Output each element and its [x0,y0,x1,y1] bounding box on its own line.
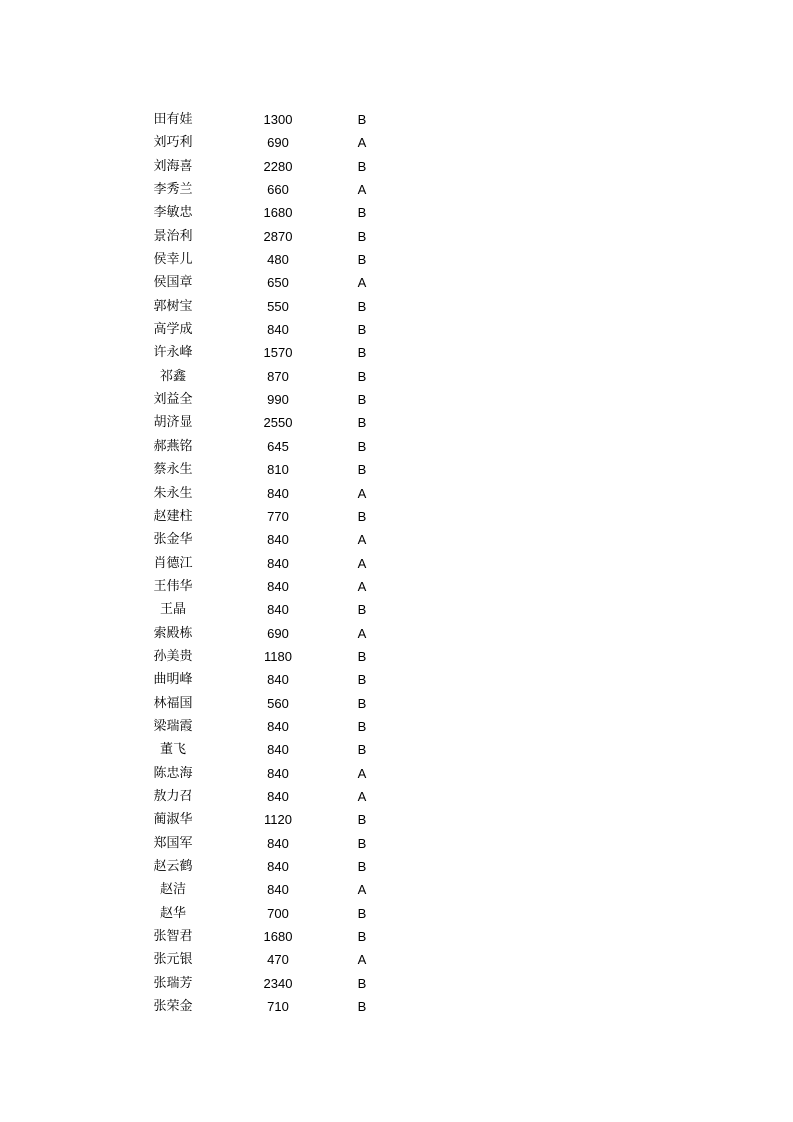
amount-cell: 840 [267,602,289,618]
grade-cell: B [357,975,367,991]
name-cell: 赵华 [159,905,186,921]
grade-cell: B [357,438,367,454]
name-cell: 朱永生 [153,485,193,501]
name-cell: 陈忠海 [153,765,193,781]
grade-cell: B [357,695,367,711]
grade-cell: B [357,835,367,851]
amount-cell: 810 [267,462,289,478]
name-cell: 蔡永生 [153,462,193,478]
table-row [0,948,793,971]
table-row [0,762,793,785]
grade-cell: B [357,112,367,127]
amount-cell: 840 [267,835,289,851]
amount-cell: 840 [267,765,289,781]
grade-cell: B [357,718,367,734]
name-cell: 刘巧利 [153,135,193,151]
amount-cell: 2550 [263,415,293,431]
data-table [0,108,793,1018]
grade-cell: A [357,532,367,548]
table-row [0,785,793,808]
table-row [0,295,793,318]
grade-cell: A [357,275,367,291]
table-row [0,155,793,178]
table-row [0,575,793,598]
name-cell: 索殿栋 [153,625,193,641]
grade-cell: A [357,765,367,781]
grade-cell: B [357,228,367,244]
grade-cell: B [357,462,367,478]
amount-cell: 990 [267,392,289,408]
name-cell: 蔺淑华 [153,812,193,828]
grade-cell: B [357,252,367,268]
amount-cell: 840 [267,322,289,338]
name-cell: 王晶 [159,602,186,618]
amount-cell: 870 [267,368,289,384]
grade-cell: B [357,929,367,945]
table-row [0,365,793,388]
grade-cell: B [357,999,367,1015]
table-row [0,458,793,481]
table-row [0,271,793,294]
amount-cell: 1120 [264,812,292,828]
amount-cell: 1180 [264,648,292,664]
amount-cell: 2340 [263,975,293,991]
amount-cell: 1570 [263,345,293,361]
amount-cell: 690 [267,135,289,151]
table-row [0,855,793,878]
amount-cell: 840 [267,718,289,734]
table-row [0,341,793,364]
grade-cell: B [357,508,367,524]
amount-cell: 700 [267,905,289,921]
amount-cell: 840 [267,578,289,594]
table-row [0,482,793,505]
name-cell: 景治利 [153,228,193,244]
grade-cell: B [357,298,367,314]
name-cell: 张金华 [153,532,193,548]
name-cell: 赵建柱 [153,508,193,524]
amount-cell: 2870 [263,228,293,244]
table-row [0,178,793,201]
table-row [0,668,793,691]
amount-cell: 480 [267,252,289,268]
grade-cell: A [357,182,367,198]
table-row [0,995,793,1018]
grade-cell: B [357,205,367,221]
amount-cell: 645 [267,438,289,454]
amount-cell: 840 [267,788,289,804]
amount-cell: 1300 [263,112,293,127]
table-row [0,878,793,901]
table-row [0,972,793,995]
name-cell: 刘益全 [153,392,193,408]
grade-cell: B [357,345,367,361]
table-row [0,622,793,645]
grade-cell: A [357,952,367,968]
grade-cell: A [357,578,367,594]
table-row [0,692,793,715]
name-cell: 许永峰 [153,345,193,361]
grade-cell: B [357,415,367,431]
amount-cell: 660 [267,182,289,198]
table-row [0,598,793,621]
name-cell: 梁瑞霞 [153,718,193,734]
table-row [0,201,793,224]
name-cell: 郝燕铭 [153,438,193,454]
grade-cell: B [357,905,367,921]
name-cell: 侯国章 [153,275,193,291]
amount-cell: 2280 [263,158,293,174]
grade-cell: A [357,882,367,898]
table-row [0,832,793,855]
grade-cell: B [357,742,367,758]
amount-cell: 1680 [263,929,293,945]
grade-cell: B [357,812,367,828]
amount-cell: 650 [267,275,289,291]
table-row [0,808,793,831]
name-cell: 曲明峰 [153,672,193,688]
name-cell: 张元银 [153,952,193,968]
name-cell: 张智君 [153,929,193,945]
grade-cell: B [357,648,367,664]
name-cell: 李秀兰 [153,182,193,198]
name-cell: 王伟华 [153,578,193,594]
table-row [0,318,793,341]
grade-cell: B [357,859,367,874]
name-cell: 胡济显 [153,415,193,431]
amount-cell: 1680 [263,205,293,221]
name-cell: 敖力召 [153,788,193,804]
name-cell: 李敏忠 [153,205,193,221]
name-cell: 郑国军 [153,835,193,851]
amount-cell: 840 [267,532,289,548]
name-cell: 董飞 [159,742,186,758]
amount-cell: 550 [267,298,289,314]
name-cell: 赵洁 [159,882,186,898]
table-row [0,552,793,575]
table-row [0,225,793,248]
amount-cell: 710 [267,999,289,1015]
grade-cell: A [357,135,367,151]
grade-cell: A [357,485,367,501]
grade-cell: B [357,672,367,688]
table-row [0,131,793,154]
table-row [0,528,793,551]
amount-cell: 560 [267,695,289,711]
grade-cell: A [357,555,367,571]
amount-cell: 840 [267,859,289,874]
name-cell: 林福国 [153,695,193,711]
table-row [0,738,793,761]
name-cell: 赵云鹤 [153,859,193,874]
table-row [0,248,793,271]
table-row [0,925,793,948]
grade-cell: B [357,368,367,384]
grade-cell: B [357,392,367,408]
amount-cell: 840 [267,882,289,898]
table-row [0,902,793,925]
name-cell: 刘海喜 [153,158,193,174]
grade-cell: B [357,322,367,338]
name-cell: 肖德江 [153,555,193,571]
name-cell: 侯幸儿 [153,252,193,268]
table-row [0,645,793,668]
name-cell: 祁鑫 [159,368,186,384]
table-row [0,435,793,458]
amount-cell: 690 [267,625,289,641]
name-cell: 张瑞芳 [153,975,193,991]
amount-cell: 840 [267,485,289,501]
amount-cell: 770 [267,508,289,524]
grade-cell: B [357,158,367,174]
name-cell: 高学成 [153,322,193,338]
table-row [0,715,793,738]
amount-cell: 840 [267,555,289,571]
amount-cell: 840 [267,672,289,688]
table-row [0,388,793,411]
grade-cell: B [357,602,367,618]
name-cell: 郭树宝 [153,298,193,314]
table-row [0,505,793,528]
grade-cell: A [357,625,367,641]
amount-cell: 840 [267,742,289,758]
name-cell: 田有娃 [153,112,193,127]
name-cell: 张荣金 [153,999,193,1015]
grade-cell: A [357,788,367,804]
table-row [0,108,793,131]
amount-cell: 470 [267,952,289,968]
table-row [0,411,793,434]
name-cell: 孙美贵 [153,648,193,664]
